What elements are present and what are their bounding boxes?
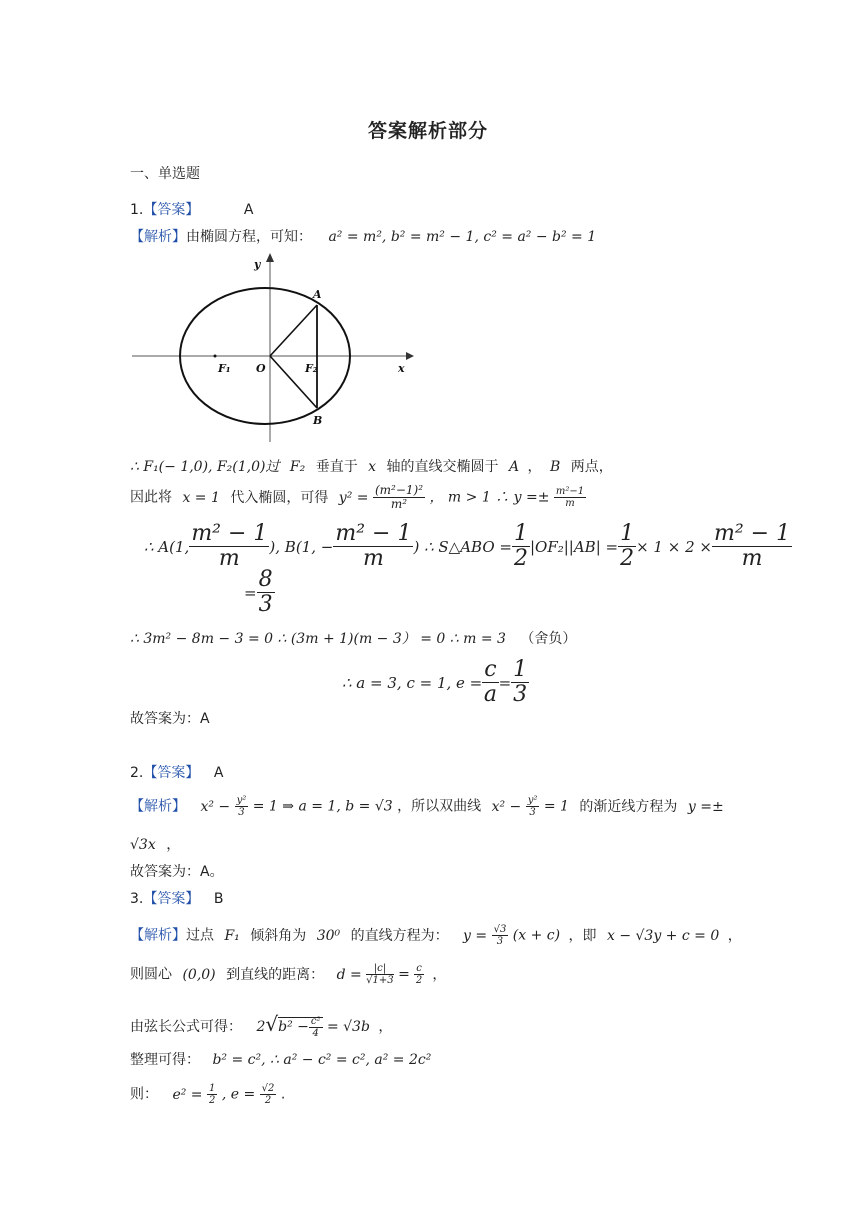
q1-y: ， m > 1 ∴ y =±	[429, 489, 550, 506]
q1-frac-8-3: $\frac{8}{3}$	[258, 567, 273, 618]
ellipse-diagram	[130, 250, 415, 450]
focus2-label: F₂	[305, 362, 318, 375]
q3-two: 2	[256, 1019, 266, 1035]
q1-y2: y² =	[338, 489, 369, 506]
q3-frac-c2-4: $\frac{\text{c²}}{4}$	[310, 1015, 321, 1039]
q1-a: A	[508, 459, 520, 475]
q1-product: × 1 × 2 ×	[636, 538, 712, 557]
q1-frac-c-a: $\frac{c}{a}$	[483, 657, 497, 708]
q1-analysis-line	[130, 226, 596, 246]
answer-tag: 【答案】	[143, 765, 200, 781]
q3-text-b: 倾斜角为	[250, 927, 307, 944]
q1-frac-half2: $\frac{1}{2}$	[620, 521, 635, 572]
q3-answer: B	[213, 891, 224, 907]
q3-line4	[130, 1049, 431, 1069]
q3-comma2: ，	[432, 966, 447, 983]
q3-b2: b² −	[278, 1019, 309, 1035]
q1-formula: a² = m², b² = m² − 1, c² = a² − b² = 1	[328, 229, 597, 245]
q3-text-c: 的直线方程为：	[350, 927, 449, 944]
q1-line3	[130, 484, 586, 511]
q3-line-eq: x − √3y + c = 0	[606, 927, 720, 944]
q3-y: y =	[463, 927, 488, 944]
analysis-tag: 【解析】	[130, 927, 186, 944]
q2-eq1: = 1	[543, 798, 569, 815]
q3-frac-c2: $\frac{c}{2}$	[415, 963, 423, 986]
q3-number: 3.	[130, 891, 144, 907]
q2-frac2: $\frac{\text{y²}}{3}$	[527, 795, 538, 818]
q2-line2	[130, 834, 180, 854]
q3-sqrt3b: = √3b	[326, 1019, 370, 1035]
q1-line6	[130, 628, 576, 648]
q1-text-e: 代入椭圆，可得	[230, 489, 329, 506]
q1-b: B	[550, 459, 561, 475]
q1-equals2: =	[498, 674, 512, 693]
q1-area: ) ∴ S△ABO =	[413, 538, 512, 557]
q3-e: , e =	[221, 1086, 256, 1103]
q1-f2: F₂	[289, 459, 306, 475]
page-title: 答案解析部分	[368, 120, 489, 142]
q3-text-i: 则：	[130, 1086, 158, 1103]
q1-final: 故答案为：A	[130, 711, 210, 727]
q1-frac-y: $\frac{\text{m²−1}}{m}$	[555, 486, 585, 510]
q2-text-a: ，所以双曲线	[397, 798, 482, 815]
q3-analysis-line	[130, 924, 742, 947]
q1-frac-c: $\frac{\text{m² − 1}}{m}$	[713, 521, 791, 572]
q2-frac: $\frac{\text{y²}}{3}$	[236, 795, 247, 818]
q2-x2b: x² −	[491, 798, 522, 815]
q2-sqrt3x: √3x	[130, 837, 156, 853]
q1-line2	[130, 456, 613, 476]
q3-eq: =	[398, 966, 410, 983]
q1-frac-half: $\frac{1}{2}$	[513, 521, 528, 572]
q3-line3: 由弦长公式可得： 2√b² − $\frac{\text{c²}}{4}$ = √3b ，	[130, 1012, 393, 1039]
q1-number: 1.	[130, 202, 144, 218]
q3-d: d =	[336, 966, 362, 983]
q3-frac-half: $\frac{1}{2}$	[208, 1083, 216, 1106]
q1-line4	[144, 522, 792, 571]
q2-final: 故答案为：A。	[130, 864, 224, 880]
q1-foci: ∴ F₁(− 1,0), F₂(1,0)过	[130, 459, 280, 475]
q3-relation: b² = c², ∴ a² − c² = c², a² = 2c²	[212, 1052, 432, 1068]
q1-abs: |OF₂||AB| =	[529, 538, 619, 557]
q1-answer: A	[243, 202, 254, 218]
q3-comma: ，	[727, 927, 742, 944]
q2-y: y =±	[687, 798, 724, 815]
q1-text: 由椭圆方程，可知：	[186, 229, 312, 245]
q3-frac-sqrt2: $\frac{√2}{2}$	[261, 1083, 275, 1106]
q2-values: = 1 ⇒ a = 1, b = √3	[252, 798, 393, 815]
q3-angle: 30⁰	[316, 927, 341, 944]
q1-text-a: 垂直于	[315, 459, 358, 475]
q1-line7	[342, 658, 529, 707]
q1-a-point: ∴ A(1,	[144, 538, 190, 557]
q3-text-h: 整理可得：	[130, 1052, 200, 1068]
q3-frac-dist: $\frac{|c|}{√1+3}$	[366, 963, 394, 986]
q3-text-g: 由弦长公式可得：	[130, 1019, 242, 1035]
q3-text-a: 过点	[186, 927, 214, 944]
q1-frac-a: $\frac{\text{m² − 1}}{m}$	[191, 521, 268, 572]
q1-text-c: 两点，	[570, 459, 613, 475]
q1-b-point: ), B(1, −	[269, 538, 334, 557]
q3-frac-sqrt3: $\frac{√3}{3}$	[493, 924, 507, 947]
q1-quadratic: ∴ 3m² − 8m − 3 = 0 ∴ (3m + 1)(m − 3） = 0 ∴ m = 3	[130, 631, 506, 647]
point-b-label: B	[313, 414, 323, 427]
q1-text-d: 因此将	[130, 489, 172, 506]
q3-f1: F₁	[224, 927, 240, 944]
q2-text-b: 的渐近线方程为	[579, 798, 678, 815]
q3-e2: e² =	[172, 1086, 203, 1103]
q2-number: 2.	[130, 765, 144, 781]
q1-frac-b: $\frac{\text{m² − 1}}{m}$	[335, 521, 412, 572]
analysis-tag: 【解析】	[130, 229, 186, 245]
q1-x-eq: x = 1	[182, 489, 220, 506]
q3-comma3: ，	[378, 1019, 393, 1035]
q3-line5	[130, 1083, 285, 1106]
q1-comma: ，	[527, 459, 542, 475]
q3-origin: (0,0)	[182, 966, 216, 983]
q3-xc: (x + c)	[512, 927, 561, 944]
q2-comma: ，	[166, 837, 181, 853]
answer-tag: 【答案】	[143, 202, 200, 218]
origin-label: O	[256, 362, 266, 375]
q2-answer: A	[213, 765, 224, 781]
q3-answer-line	[130, 888, 223, 908]
focus1-label: F₁	[218, 362, 231, 375]
q2-x2: x² −	[200, 798, 231, 815]
q1-frac-1-3: $\frac{1}{3}$	[513, 657, 528, 708]
q1-x: x	[368, 459, 377, 475]
q3-text-f: 到直线的距离：	[226, 966, 325, 983]
q3-line2	[130, 963, 446, 986]
q1-result: ∴ a = 3, c = 1, e =	[342, 674, 483, 693]
q3-text-e: 则圆心	[130, 966, 172, 983]
section-heading: 一、单选题	[130, 166, 200, 182]
q3-text-d: ，即	[568, 927, 597, 944]
x-axis-label: x	[398, 362, 405, 375]
answer-tag: 【答案】	[143, 891, 200, 907]
y-axis-label: y	[254, 258, 261, 271]
q1-text-b: 轴的直线交椭圆于	[386, 459, 499, 475]
point-a-label: A	[313, 288, 322, 301]
q2-analysis-line	[130, 795, 724, 818]
analysis-tag: 【解析】	[130, 798, 186, 815]
q2-answer-line	[130, 762, 223, 782]
q1-answer-line	[130, 199, 253, 219]
q1-note: （舍负）	[520, 631, 577, 647]
q1-frac-y2: $\frac{\text{(m²−1)²}}{\text{m²}}$	[374, 483, 424, 512]
q3-period: .	[280, 1086, 286, 1103]
q1-line5	[244, 568, 275, 617]
q1-equals: =	[244, 584, 257, 603]
